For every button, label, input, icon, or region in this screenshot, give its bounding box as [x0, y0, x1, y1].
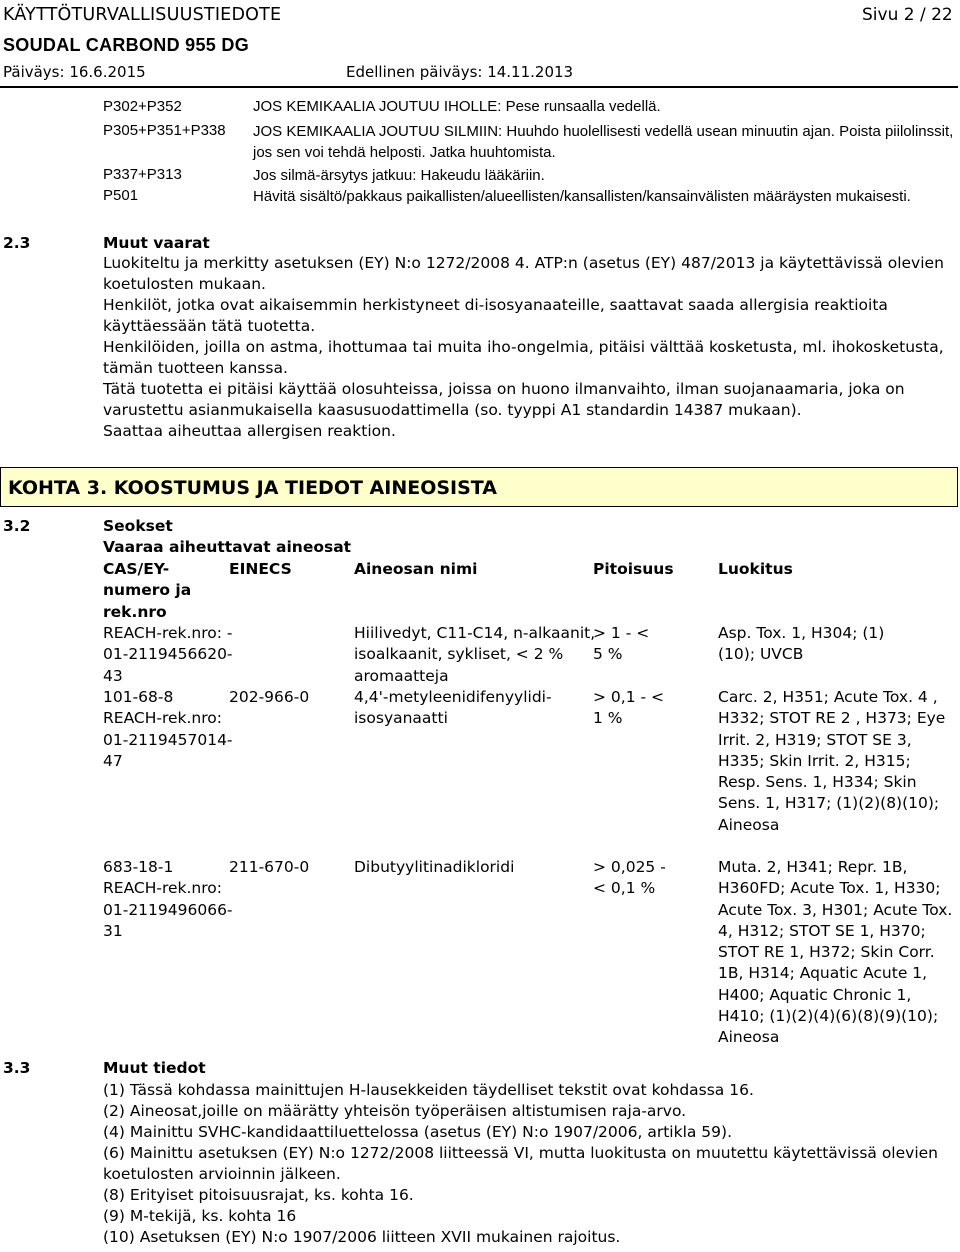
table-cell-classification: Asp. Tox. 1, H304; (1)(10); UVCB	[718, 624, 885, 664]
column-header-cas: CAS/EY-numero ja rek.nro	[103, 560, 192, 621]
precaution-code: P501	[103, 187, 139, 204]
column-header-einecs: EINECS	[229, 560, 292, 578]
table-cell-cas: REACH-rek.nro: - 01-2119456620-43	[103, 624, 233, 685]
paragraph: Henkilöiden, joilla on astma, ihottumaa tai muita iho-ongelmia, pitäisi välttää kosketusta, ml. ihokosketusta, tämän tuotteen kanssa.	[103, 338, 944, 377]
section-3-band	[0, 467, 958, 507]
table-title: Vaaraa aiheuttavat aineosat	[103, 538, 352, 556]
note-item: (1) Tässä kohdassa mainittujen H-lausekkeiden täydelliset tekstit ovat kohdassa 16.	[103, 1081, 754, 1099]
section-number: 2.3	[3, 234, 31, 252]
note-item: (2) Aineosat,joille on määrätty yhteisön työperäisen altistumisen raja-arvo.	[103, 1102, 687, 1120]
table-cell-cas: 101-68-8 REACH-rek.nro: 01-2119457014-47	[103, 688, 233, 770]
column-header-concentration: Pitoisuus	[593, 560, 674, 578]
note-item: (4) Mainittu SVHC-kandidaattiluettelossa (asetus (EY) N:o 1907/2006, artikla 59).	[103, 1123, 732, 1141]
product-name: SOUDAL CARBOND 955 DG	[3, 35, 250, 55]
issue-date: Päiväys: 16.6.2015	[3, 63, 146, 81]
precaution-text: Hävitä sisältö/pakkaus paikallisten/alueellisten/kansallisten/kansainvälisten määräysten mukaisesti.	[253, 188, 911, 205]
section-heading: Muut vaarat	[103, 234, 210, 252]
other-hazards-text	[103, 253, 958, 442]
note-item: (9) M-tekijä, ks. kohta 16	[103, 1207, 297, 1225]
subsection-heading: Muut tiedot	[103, 1059, 206, 1077]
table-cell-einecs: 211-670-0	[229, 858, 310, 876]
table-cell-classification: Muta. 2, H341; Repr. 1B, H360FD; Acute Tox. 1, H330; Acute Tox. 3, H301; Acute Tox. 4, H312; STOT SE 1, H370; STOT RE 1, H372; Skin Corr. 1B, H314; Aquatic Acute 1, H400; Aquatic Chronic 1, H410; (1)(2)(4)(6)(8)(9)(10); Aineosa	[718, 858, 953, 1047]
paragraph: Saattaa aiheuttaa allergisen reaktion.	[103, 422, 396, 440]
precaution-code: P337+P313	[103, 166, 182, 183]
other-info-notes	[103, 1080, 958, 1248]
previous-date: Edellinen päiväys: 14.11.2013	[346, 63, 574, 81]
paragraph: Tätä tuotetta ei pitäisi käyttää olosuhteissa, joissa on huono ilmanvaihto, ilman suojanaamaria, joka on varustettu asianmukaisella kaasusuodattimella (so. tyyppi A1 standardin 14387 mukaan).	[103, 380, 905, 419]
column-header-classification: Luokitus	[718, 560, 793, 578]
subsection-heading: Seokset	[103, 517, 173, 535]
header-divider	[0, 86, 958, 88]
page-number: Sivu 2 / 22	[862, 5, 953, 25]
column-header-name: Aineosan nimi	[354, 560, 478, 578]
table-cell-concentration: > 0,025 - < 0,1 %	[593, 858, 666, 898]
precaution-text: Jos silmä-ärsytys jatkuu: Hakeudu lääkäriin.	[253, 167, 545, 184]
paragraph: Luokiteltu ja merkitty asetuksen (EY) N:o 1272/2008 4. ATP:n (asetus (EY) 487/2013 ja käytettävissä olevien koetulosten mukaan.	[103, 254, 944, 293]
table-cell-cas: 683-18-1 REACH-rek.nro: 01-2119496066-31	[103, 858, 233, 940]
table-cell-name: 4,4'-metyleenidifenyylidi-isosyanaatti	[354, 688, 552, 728]
table-cell-classification: Carc. 2, H351; Acute Tox. 4 , H332; STOT RE 2 , H373; Eye Irrit. 2, H319; STOT SE 3, H335; Skin Irrit. 2, H315; Resp. Sens. 1, H334; Skin Sens. 1, H317; (1)(2)(8)(10); Aineosa	[718, 688, 946, 834]
table-cell-concentration: > 1 - < 5 %	[593, 624, 650, 664]
precaution-text: JOS KEMIKAALIA JOUTUU IHOLLE: Pese runsaalla vedellä.	[253, 98, 661, 115]
table-cell-name: Hiilivedyt, C11-C14, n-alkaanit, isoalkaanit, sykliset, < 2 % aromaatteja	[354, 624, 596, 685]
paragraph: Henkilöt, jotka ovat aikaisemmin herkistyneet di-isosyanaateille, saattavat saada allergisia reaktioita käyttäessään tätä tuotetta.	[103, 296, 888, 335]
precaution-code: P305+P351+P338	[103, 122, 226, 139]
table-cell-name: Dibutyylitinadikloridi	[354, 858, 515, 876]
section-3-title: KOHTA 3. KOOSTUMUS JA TIEDOT AINEOSISTA	[8, 477, 497, 499]
note-item: (10) Asetuksen (EY) N:o 1907/2006 liitteen XVII mukainen rajoitus.	[103, 1228, 621, 1246]
subsection-number: 3.2	[3, 517, 31, 535]
table-cell-concentration: > 0,1 - < 1 %	[593, 688, 664, 728]
precaution-text: JOS KEMIKAALIA JOUTUU SILMIIN: Huuhdo huolellisesti vedellä usean minuutin ajan. Poista piilolinssit, jos sen voi tehdä helposti. Jatka huuhtomista.	[253, 123, 954, 161]
note-item: (6) Mainittu asetuksen (EY) N:o 1272/2008 liitteessä VI, mutta luokitusta on muutettu käytettävissä olevien koetulosten arvioinnin jälkeen.	[103, 1144, 938, 1183]
table-cell-einecs: 202-966-0	[229, 688, 310, 706]
document-title: KÄYTTÖTURVALLISUUSTIEDOTE	[3, 5, 282, 25]
note-item: (8) Erityiset pitoisuusrajat, ks. kohta 16.	[103, 1186, 414, 1204]
subsection-number: 3.3	[3, 1059, 31, 1077]
precaution-code: P302+P352	[103, 98, 182, 115]
